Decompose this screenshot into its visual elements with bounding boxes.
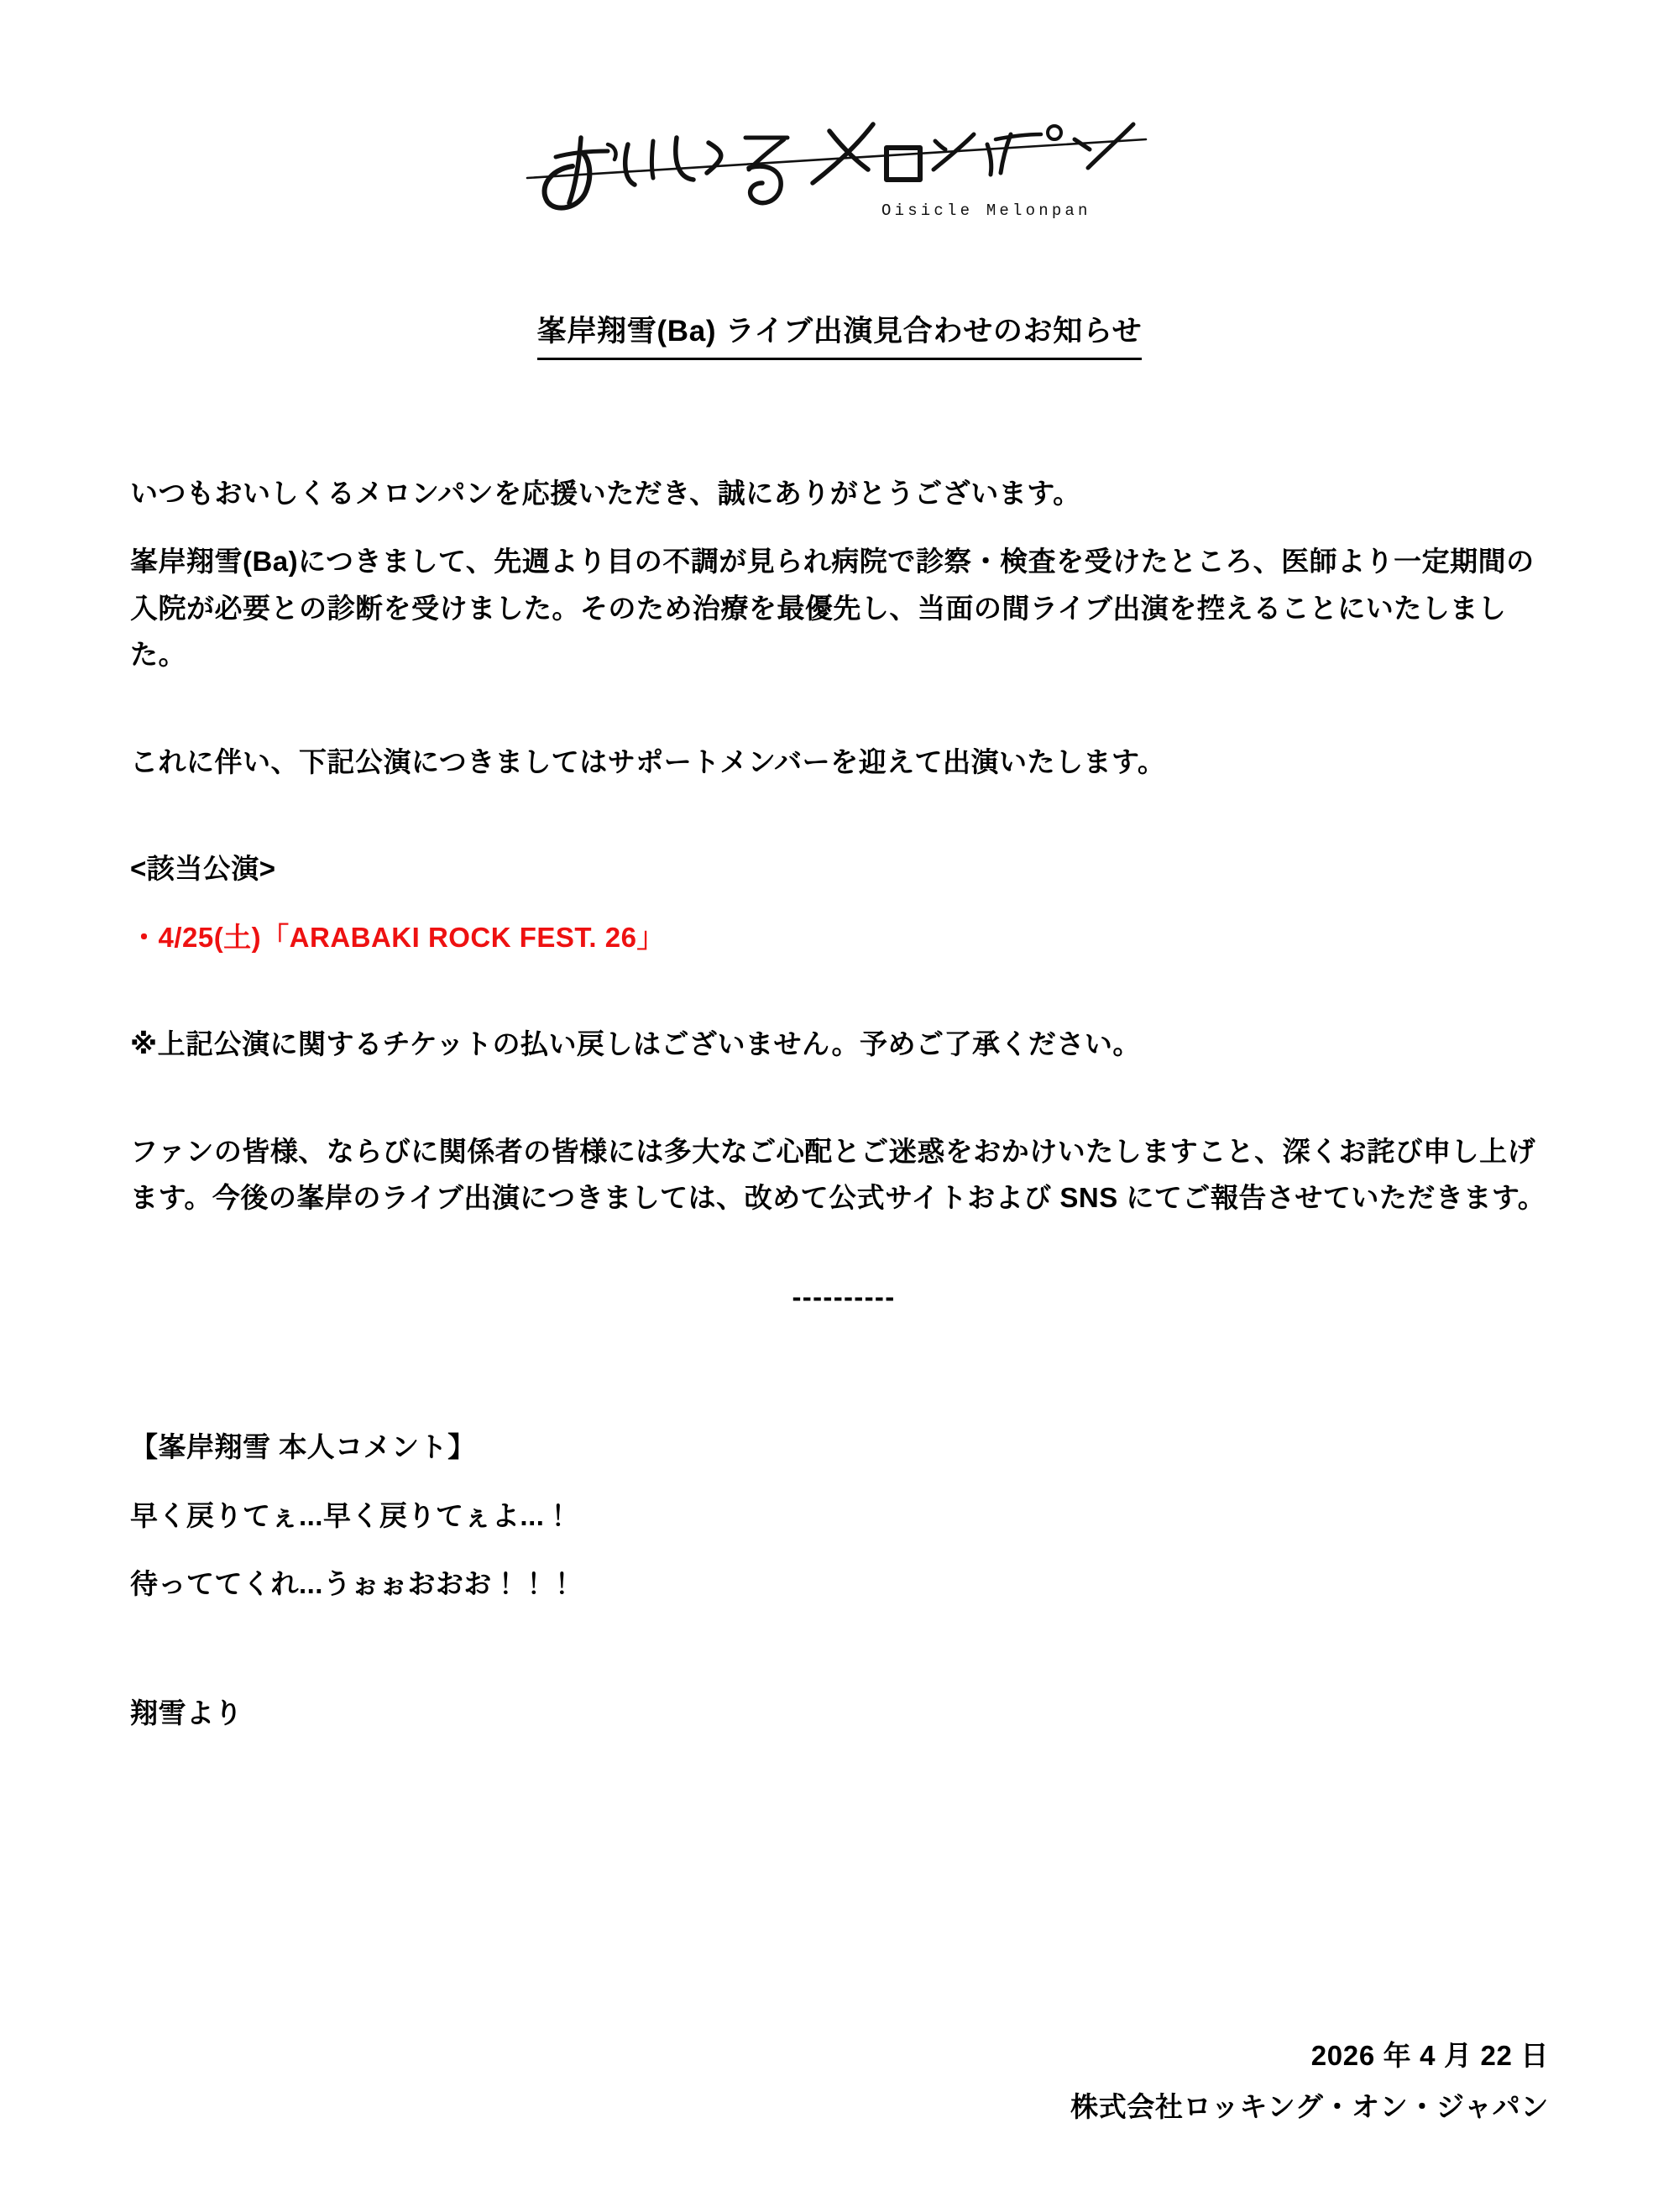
spacer — [130, 892, 1557, 914]
document-footer — [1070, 2030, 1549, 2132]
page-title-text: 峯岸翔雪(Ba) ライブ出演見合わせのお知らせ — [537, 311, 1143, 360]
section-divider: ---------- — [792, 1281, 896, 1313]
document-body — [130, 470, 1557, 1736]
page-title — [0, 311, 1679, 360]
spacer — [130, 960, 1557, 1021]
spacer — [130, 1668, 1557, 1690]
spacer — [130, 785, 1557, 845]
support-member-paragraph: これに伴い、下記公演につきましてはサポートメンバーを迎えて出演いたします。 — [130, 745, 1166, 777]
spacer — [130, 516, 1557, 538]
footer-date: 2026 年 4 月 22 日 — [1310, 2039, 1549, 2071]
spacer — [130, 1539, 1557, 1561]
show-list-item: ・4/25(土)「ARABAKI ROCK FEST. 26」 — [130, 921, 665, 953]
footer-company: 株式会社ロッキング・オン・ジャパン — [1070, 2090, 1549, 2122]
oisicle-melonpan-logo-icon — [520, 101, 1159, 227]
refund-note-paragraph: ※上記公演に関するチケットの払い戻しはございません。予めご了承ください。 — [130, 1028, 1141, 1060]
greeting-paragraph: いつもおいしくるメロンパンを応援いただき、誠にありがとうございます。 — [130, 478, 1081, 509]
band-logo — [0, 101, 1679, 227]
spacer — [130, 678, 1557, 739]
spacer — [130, 1068, 1557, 1128]
spacer — [130, 1313, 1557, 1373]
spacer — [130, 1471, 1557, 1493]
comment-line-1: 早く戻りてぇ...早く戻りてぇよ...！ — [130, 1499, 573, 1531]
comment-signature: 翔雪より — [130, 1697, 243, 1728]
spacer — [130, 1373, 1557, 1424]
shows-heading: <該当公演> — [130, 853, 276, 885]
apology-paragraph: ファンの皆様、ならびに関係者の皆様には多大なご心配とご迷惑をおかけいたしますこと、深くお詫び申し上げます。今後の峯岸のライブ出演につきましては、改めて公式サイトおよび SNS にてご報告させていただきます。 — [130, 1135, 1546, 1213]
spacer — [130, 1221, 1557, 1281]
spacer — [130, 1608, 1557, 1668]
comment-heading: 【峯岸翔雪 本人コメント】 — [130, 1431, 476, 1463]
comment-line-2: 待っててくれ...うぉぉおおお！！！ — [130, 1568, 577, 1600]
announcement-paragraph: 峯岸翔雪(Ba)につきまして、先週より目の不調が見られ病院で診察・検査を受けたところ、医師より一定期間の入院が必要との診断を受けました。そのため治療を最優先し、当面の間ライブ出演を控えることにいたしました。 — [130, 546, 1535, 671]
logo-latin-wordmark: Oisicle Melonpan — [881, 201, 1091, 220]
